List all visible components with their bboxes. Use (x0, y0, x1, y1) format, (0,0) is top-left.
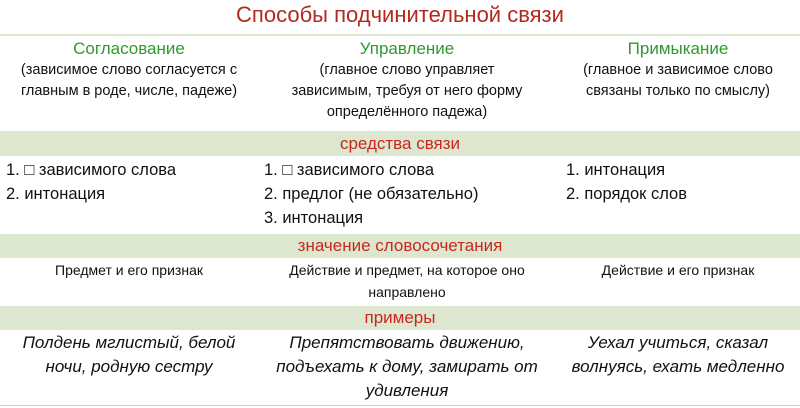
section-band-examples: примеры (0, 306, 800, 330)
column-primykanie-header (556, 38, 800, 102)
column-heading: Примыкание (627, 39, 729, 58)
column-description: (главное и зависимое слово связаны только по смыслу) (583, 62, 773, 99)
page-title: Способы подчинительной связи (236, 2, 564, 27)
list-item: 1. □ зависимого слова (264, 161, 435, 179)
means-list-soglasovanie (0, 158, 264, 206)
column-description: (главное слово управляет зависимым, требуя от него форму определённого падежа) (291, 62, 523, 120)
bottom-divider (0, 405, 800, 406)
example-upravlenie: Препятствовать движению, подъехать к дому, замирать от удивления (276, 333, 538, 400)
section-band-meaning: значение словосочетания (0, 234, 800, 258)
means-list-upravlenie (258, 158, 562, 230)
list-item: 2. порядок слов (566, 185, 687, 203)
list-item: 1. интонация (566, 161, 666, 179)
meaning-primykanie: Действие и его признак (601, 262, 755, 278)
meaning-soglasovanie: Предмет и его признак (55, 262, 203, 278)
example-primykanie: Уехал учиться, сказал волнуясь, ехать медленно (571, 333, 785, 376)
list-item: 3. интонация (264, 209, 364, 227)
means-list-primykanie (556, 158, 800, 206)
list-item: 2. интонация (6, 185, 106, 203)
header-band (0, 34, 800, 36)
example-soglasovanie: Полдень мглистый, белой ночи, родную сестру (22, 333, 236, 376)
column-upravlenie-header (258, 38, 556, 123)
column-description: (зависимое слово согласуется с главным в роде, числе, падеже) (20, 62, 238, 99)
column-heading: Управление (359, 39, 455, 58)
meaning-upravlenie: Действие и предмет, на которое оно направлено (289, 262, 525, 300)
column-soglasovanie-header (0, 38, 258, 102)
section-band-means: средства связи (0, 131, 800, 156)
list-item: 1. □ зависимого слова (6, 161, 177, 179)
list-item: 2. предлог (не обязательно) (264, 185, 479, 203)
column-heading: Согласование (73, 39, 185, 58)
